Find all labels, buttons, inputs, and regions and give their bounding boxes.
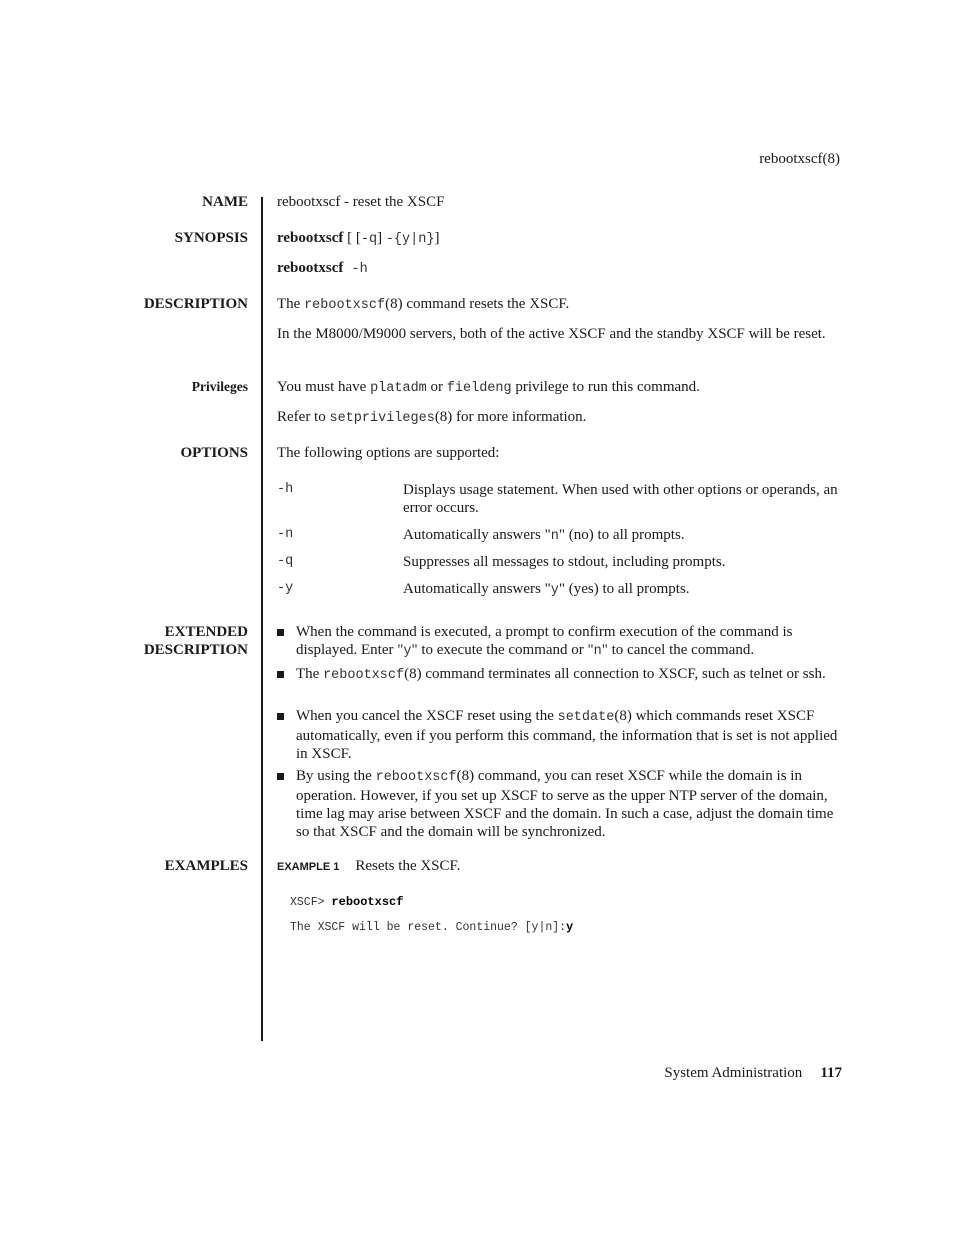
option-value: n — [550, 529, 559, 544]
section-label-extended-description — [144, 623, 248, 659]
text-run: " (yes) to all prompts. — [558, 581, 690, 597]
option-flag: -y — [277, 581, 294, 596]
option-value: y — [550, 583, 559, 598]
code-answer: y — [566, 920, 574, 934]
code-command: rebootxscf — [331, 895, 404, 909]
code-line-2 — [290, 918, 573, 937]
label-line: EXTENDED — [164, 624, 248, 640]
list-item-text — [296, 707, 840, 763]
section-label-name: NAME — [202, 194, 248, 210]
text-run: or — [426, 379, 447, 395]
text-run: " to execute the command or " — [411, 642, 594, 658]
footer-section-title: System Administration — [664, 1065, 803, 1081]
synopsis-command: rebootxscf — [277, 260, 344, 276]
command-name: rebootxscf — [375, 770, 457, 785]
option-flag: -q — [277, 554, 294, 569]
text-run: When you cancel the XSCF reset using the — [296, 708, 558, 724]
text-run: You must have — [277, 379, 371, 395]
command-name: setprivileges — [329, 411, 435, 426]
text-run: Automatically answers " — [403, 581, 551, 597]
label-line: DESCRIPTION — [143, 642, 248, 658]
synopsis-option-h: -h — [343, 262, 368, 277]
bullet-square-icon — [277, 773, 284, 780]
bullet-square-icon — [277, 713, 284, 720]
section-divider-rule — [261, 197, 263, 1041]
code-output: The XSCF will be reset. Continue? [y|n]: — [290, 921, 567, 934]
section-label-options: OPTIONS — [180, 445, 248, 461]
text-run: (8) command resets the XSCF. — [385, 296, 570, 312]
code-prompt: XSCF> — [290, 896, 332, 909]
description-paragraph-2: In the M8000/M9000 servers, both of the active XSCF and the standby XSCF will be reset. — [277, 326, 826, 342]
page-footer — [664, 1064, 842, 1082]
synopsis-option-yn: -{y|n} — [385, 232, 435, 247]
command-name: rebootxscf — [323, 668, 405, 683]
text-run: (8) command terminates all connection to XSCF, such as telnet or ssh. — [404, 666, 826, 682]
privilege-name: fieldeng — [446, 381, 512, 396]
text-run: When the command is executed, a prompt to confirm execution of the command is displayed. Enter " — [296, 624, 793, 658]
text-run: The — [296, 666, 324, 682]
synopsis-line-1 — [277, 229, 840, 249]
page-number: 117 — [820, 1065, 842, 1081]
section-label-description: DESCRIPTION — [143, 296, 248, 312]
text-run: (8) for more information. — [434, 409, 587, 425]
example-title: Resets the XSCF. — [355, 858, 461, 874]
options-intro: The following options are supported: — [277, 445, 500, 461]
synopsis-text: ] — [377, 230, 386, 246]
text-run: Refer to — [277, 409, 330, 425]
text-run: privilege to run this command. — [511, 379, 700, 395]
list-item-text — [296, 665, 840, 685]
option-value: n — [593, 644, 602, 659]
option-description: Suppresses all messages to stdout, including prompts. — [403, 554, 726, 570]
code-line-1 — [290, 893, 403, 912]
option-flag: -n — [277, 527, 294, 542]
list-item-text — [296, 767, 840, 841]
command-name: rebootxscf — [304, 298, 386, 313]
section-label-privileges: Privileges — [191, 379, 248, 394]
description-paragraph-1 — [277, 295, 840, 315]
list-item-text — [296, 623, 840, 661]
page-header-ref: rebootxscf(8) — [759, 151, 840, 167]
option-description — [403, 526, 840, 546]
example-label: EXAMPLE 1 — [277, 861, 340, 873]
text-run: (8) which commands reset XSCF automatically, even if you perform this command, the information that is set is not applied in XSCF. — [296, 708, 838, 762]
text-run: By using the — [296, 768, 376, 784]
option-description — [403, 580, 840, 600]
privileges-paragraph-2 — [277, 408, 840, 428]
command-name: setdate — [557, 710, 615, 725]
option-flag: -h — [277, 482, 294, 497]
synopsis-text: ] — [434, 230, 440, 246]
synopsis-line-2 — [277, 259, 840, 279]
option-description: Displays usage statement. When used with other options or operands, an error occurs. — [403, 482, 838, 516]
synopsis-command: rebootxscf — [277, 230, 344, 246]
option-value: y — [403, 644, 412, 659]
text-run: " to cancel the command. — [601, 642, 755, 658]
privilege-name: platadm — [370, 381, 427, 396]
example-heading — [277, 857, 840, 876]
name-text: rebootxscf - reset the XSCF — [277, 194, 445, 210]
text-run: (8) command, you can reset XSCF while the domain is in operation. However, if you set up XSCF to serve as the upper NTP server of the domain, time lag may arise between XSCF and the domain. In such a case, adjust the domain time so that XSCF and the domain will be synchronized. — [296, 768, 834, 840]
synopsis-text: [ [ — [343, 230, 361, 246]
privileges-paragraph-1 — [277, 378, 840, 398]
text-run: The — [277, 296, 305, 312]
text-run: " (no) to all prompts. — [558, 527, 685, 543]
bullet-square-icon — [277, 629, 284, 636]
section-label-examples: EXAMPLES — [164, 858, 248, 874]
synopsis-option-q: -q — [360, 232, 378, 247]
bullet-square-icon — [277, 671, 284, 678]
text-run: Automatically answers " — [403, 527, 551, 543]
section-label-synopsis: SYNOPSIS — [174, 230, 248, 246]
